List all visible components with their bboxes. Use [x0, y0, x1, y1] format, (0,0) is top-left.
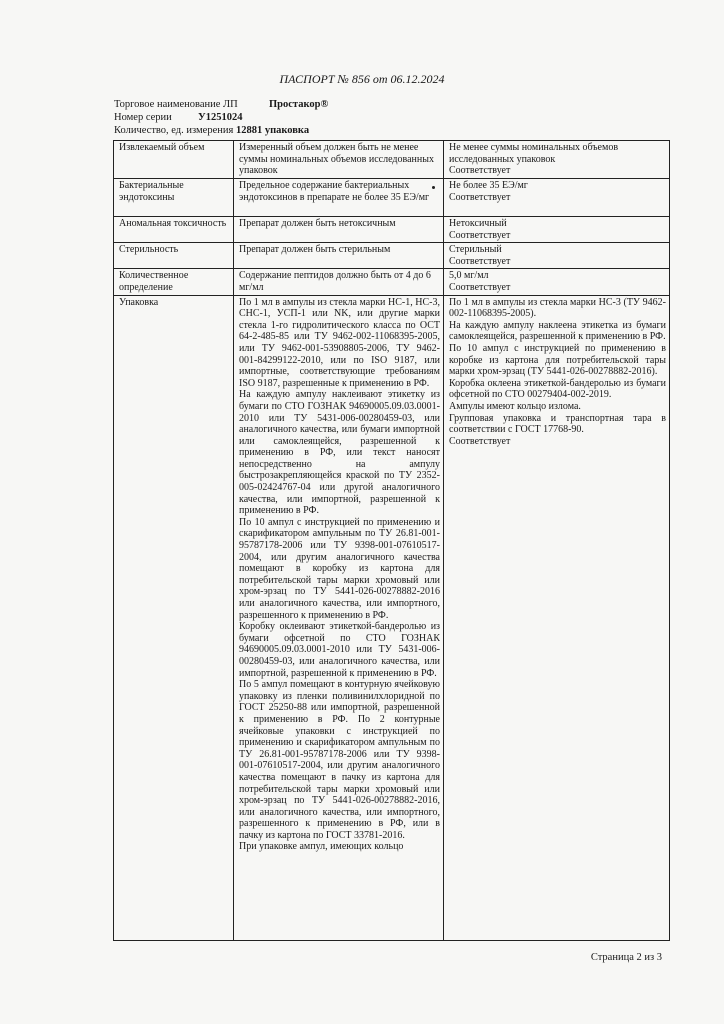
param-name: Бактериальные эндотоксины [114, 179, 234, 217]
table-row [114, 141, 670, 179]
series-row [114, 111, 309, 124]
param-requirement: Содержание пептидов должно быть от 4 до 6 мг/мл [234, 269, 444, 295]
table-row [114, 295, 670, 940]
quantity-label: Количество, ед. измерения [114, 125, 234, 136]
param-name: Количественное определение [114, 269, 234, 295]
passport-title: ПАСПОРТ № 856 от 06.12.2024 [279, 72, 445, 86]
packaging-res-para: На каждую ампулу наклеена этикетка из бумаги самоклеящейся, разрешенной к применению в РФ. [449, 319, 666, 343]
packaging-req-para: По 5 ампул помещают в контурную ячейковую упаковку из пленки поливинилхлоридной по ГОСТ 25250-88 или импортной, разрешенной к применению в РФ. По 2 контурные ячейковые упаковки с инструкцией по применению и скарификатором ампульным по ТУ 26.81-001-95787178-2006 или ТУ 9398-001-07610517-2004, или другим аналогичного качества помещают в пачку из картона для потребительской тары марки хромовый или хром-эрзац по ТУ 5441-026-00278882-2016, или аналогичного качества, или импортного, разрешенного к применению в РФ, или в пачку из картона по ГОСТ 33781-2016. [239, 679, 440, 841]
param-name: Извлекаемый объем [114, 141, 234, 179]
result-verdict: Соответствует [449, 281, 511, 293]
packaging-res-para: По 1 мл в ампулы из стекла марки НС-3 (ТУ 9462-002-11068395-2005). [449, 296, 666, 320]
quantity-row [114, 124, 309, 137]
param-result [444, 295, 670, 940]
param-result [444, 179, 670, 217]
packaging-req-para: При упаковке ампул, имеющих кольцо [239, 841, 404, 853]
param-name: Упаковка [114, 295, 234, 940]
quality-table [113, 140, 670, 941]
packaging-res-para: Групповая упаковка и транспортная тара в соответствии с ГОСТ 17768-90. [449, 412, 666, 436]
result-line: Не менее суммы номинальных объемов исследованных упаковок [449, 142, 619, 165]
table-row [114, 217, 670, 243]
packaging-req-para: По 10 ампул с инструкцией по применению и скарификатором ампульным по ТУ 26.81-001-95787178-2006 или ТУ 9398-001-07610517-2004, или другим аналогичного качества помещают в коробку из картона для потребительской тары марки хромовый или хром-эрзац по ТУ 5441-026-00278882-2016 или аналогичного качества, или импортного, разрешенного к применению в РФ. [239, 516, 440, 621]
param-requirement: Препарат должен быть стерильным [234, 243, 444, 269]
result-line: 5,0 мг/мл [449, 270, 489, 282]
param-requirement [234, 295, 444, 940]
param-result [444, 269, 670, 295]
page-number: Страница 2 из 3 [590, 952, 662, 963]
result-line: Стерильный [449, 244, 502, 256]
param-requirement: Измеренный объем должен быть не менее суммы номинальных объемов исследованных упаковок [234, 141, 444, 179]
param-requirement: Предельное содержание бактериальных эндотоксинов в препарате не более 35 ЕЭ/мг [234, 179, 444, 217]
result-verdict: Соответствует [449, 435, 511, 447]
packaging-req-para: Коробку оклеивают этикеткой-бандеролью из бумаги офсетной по СТО ГОЗНАК 94690005.09.03.0001-2010 или ТУ 5431-006-00280459-03, или аналогичного качества, или импортной, разрешенной к применению в РФ. [239, 621, 440, 679]
param-requirement: Препарат должен быть нетоксичным [234, 217, 444, 243]
packaging-req-para: На каждую ампулу наклеивают этикетку из бумаги по СТО ГОЗНАК 94690005.09.03.0001-2010 или ТУ 5431-006-00280459-03, или аналогичного качества, или бумаги импортной или самоклеящейся, разрешенной к применению в РФ, или текст наносят непосредственно на ампулу быстрозакрепляющейся краской по ТУ 2352-005-02424767-04 или другой аналогичного качества, или импортной, разрешенной к применению в РФ. [239, 389, 440, 517]
result-line: Нетоксичный [449, 218, 507, 229]
param-name: Стерильность [114, 243, 234, 269]
quantity-value: 12881 упаковка [235, 125, 310, 136]
trade-name-label: Торговое наименование ЛП [114, 99, 238, 110]
param-result [444, 243, 670, 269]
packaging-res-para: Ампулы имеют кольцо излома. [449, 400, 581, 412]
result-line: Не более 35 ЕЭ/мг [449, 180, 528, 191]
table-row [114, 269, 670, 295]
series-label: Номер серии [114, 112, 172, 123]
packaging-res-para: Коробка оклеена этикеткой-бандеролью из бумаги офсетной по СТО 00279404-002-2019. [449, 377, 666, 401]
packaging-req-para: По 1 мл в ампулы из стекла марки НС-1, НС-3, СНС-1, УСП-1 или NK, или другие марки стекла 1-го гидролитического класса по ОСТ 64-2-485-85 или ТУ 9462-002-11068395-2005, или ТУ 9462-001-53908805-2006, ТУ 9462-001-84299122-2010, или по ISO 9187, или импортные, соответствующие требованиям ISO 9187, разрешенные к применению в РФ. [239, 296, 440, 389]
trade-name-row [114, 98, 329, 111]
param-name: Аномальная токсичность [114, 217, 234, 243]
scan-dot [432, 186, 435, 189]
param-result [444, 217, 670, 243]
table-row [114, 243, 670, 269]
result-verdict: Соответствует [449, 255, 511, 267]
series-value: У1251024 [198, 112, 243, 123]
table-row [114, 179, 670, 217]
packaging-res-para: По 10 ампул с инструкцией по применению в коробке из картона для потребительской тары марки хром-эрзац (ТУ 5441-026-00278882-2016). [449, 342, 666, 378]
result-verdict: Соответствует [449, 229, 511, 241]
trade-name-value: Простакор® [269, 99, 329, 110]
document-meta [114, 98, 329, 137]
param-result [444, 141, 670, 179]
result-verdict: Соответствует [449, 165, 511, 177]
result-verdict: Соответствует [449, 191, 511, 203]
